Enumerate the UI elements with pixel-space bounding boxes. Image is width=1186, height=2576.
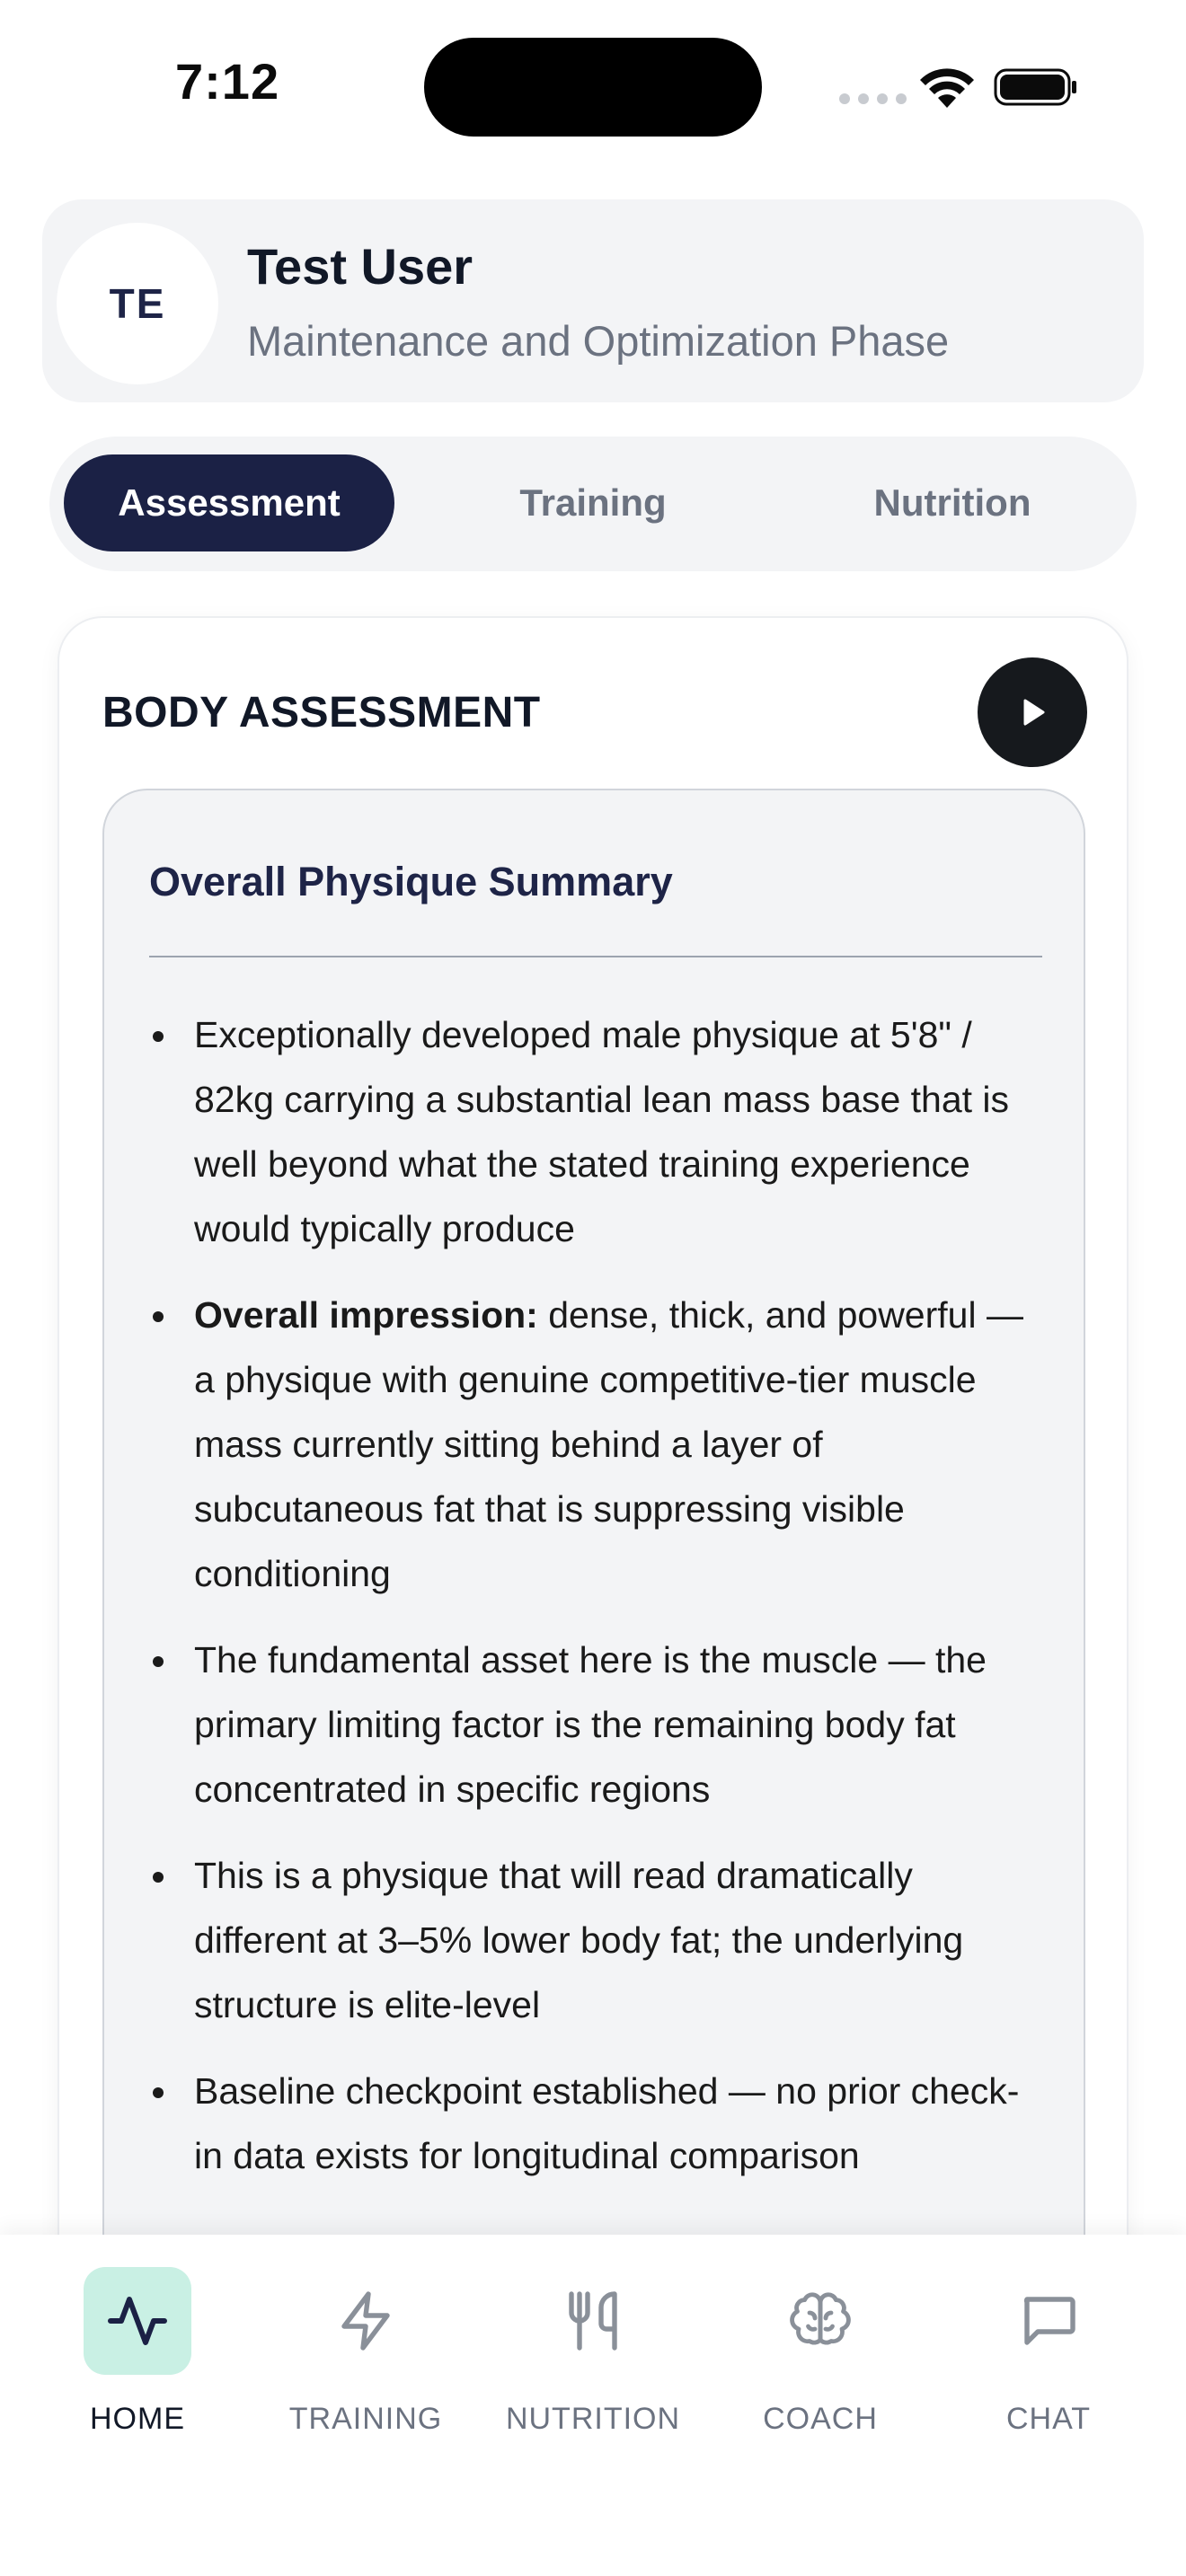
- list-item: Overall impression: dense, thick, and powerful — a physique with genuine competitive-tier muscle mass currently sitting behind a layer of subcutaneous fat that is suppressing visible conditioning: [149, 1283, 1048, 1606]
- avatar[interactable]: TE: [57, 223, 218, 384]
- segmented-tabs: [49, 437, 1137, 571]
- list-item: Exceptionally developed male physique at 5'8" / 82kg carrying a substantial lean mass base that is well beyond what the stated training experience would typically produce: [149, 1002, 1048, 1261]
- chat-bubble-icon: [1016, 2289, 1081, 2353]
- profile-name: Test User: [247, 238, 474, 295]
- tab-training[interactable]: Training: [519, 481, 667, 524]
- activity-icon: [105, 2289, 170, 2353]
- summary-title: Overall Physique Summary: [149, 859, 673, 904]
- list-item: This is a physique that will read dramatically different at 3–5% lower body fat; the underlying structure is elite-level: [149, 1843, 1048, 2037]
- status-bar: [0, 0, 1186, 171]
- profile-card[interactable]: [42, 199, 1144, 402]
- nav-label: HOME: [90, 2402, 185, 2436]
- battery-icon: [994, 68, 1078, 106]
- lightning-icon: [333, 2289, 398, 2353]
- wifi-icon: [918, 65, 976, 110]
- cellular-signal-icon: [839, 93, 907, 104]
- profile-phase: Maintenance and Optimization Phase: [247, 317, 950, 365]
- section-title: BODY ASSESSMENT: [102, 689, 541, 737]
- nav-training[interactable]: [267, 2267, 465, 2447]
- nav-nutrition[interactable]: [494, 2267, 692, 2447]
- bottom-nav: [0, 2235, 1186, 2576]
- divider: [149, 956, 1042, 957]
- tab-assessment[interactable]: Assessment: [64, 454, 394, 551]
- nav-label: NUTRITION: [505, 2402, 681, 2436]
- tab-nutrition[interactable]: Nutrition: [873, 481, 1031, 524]
- nav-chat[interactable]: [950, 2267, 1147, 2447]
- brain-icon: [788, 2289, 853, 2353]
- nav-label: COACH: [763, 2402, 878, 2436]
- nav-label: CHAT: [1005, 2402, 1092, 2436]
- list-item: Baseline checkpoint established — no prior check-in data exists for longitudinal comparison: [149, 2059, 1048, 2188]
- status-time: 7:12: [175, 53, 280, 110]
- summary-bullets: [149, 1002, 1048, 2210]
- dynamic-island: [424, 38, 762, 137]
- nav-label: TRAINING: [288, 2402, 443, 2436]
- nav-home[interactable]: [39, 2267, 236, 2447]
- utensils-icon: [561, 2289, 625, 2353]
- play-button[interactable]: [978, 657, 1087, 767]
- nav-coach[interactable]: [721, 2267, 919, 2447]
- play-icon: [1014, 694, 1050, 730]
- list-item: The fundamental asset here is the muscle — the primary limiting factor is the remaining body fat concentrated in specific regions: [149, 1628, 1048, 1822]
